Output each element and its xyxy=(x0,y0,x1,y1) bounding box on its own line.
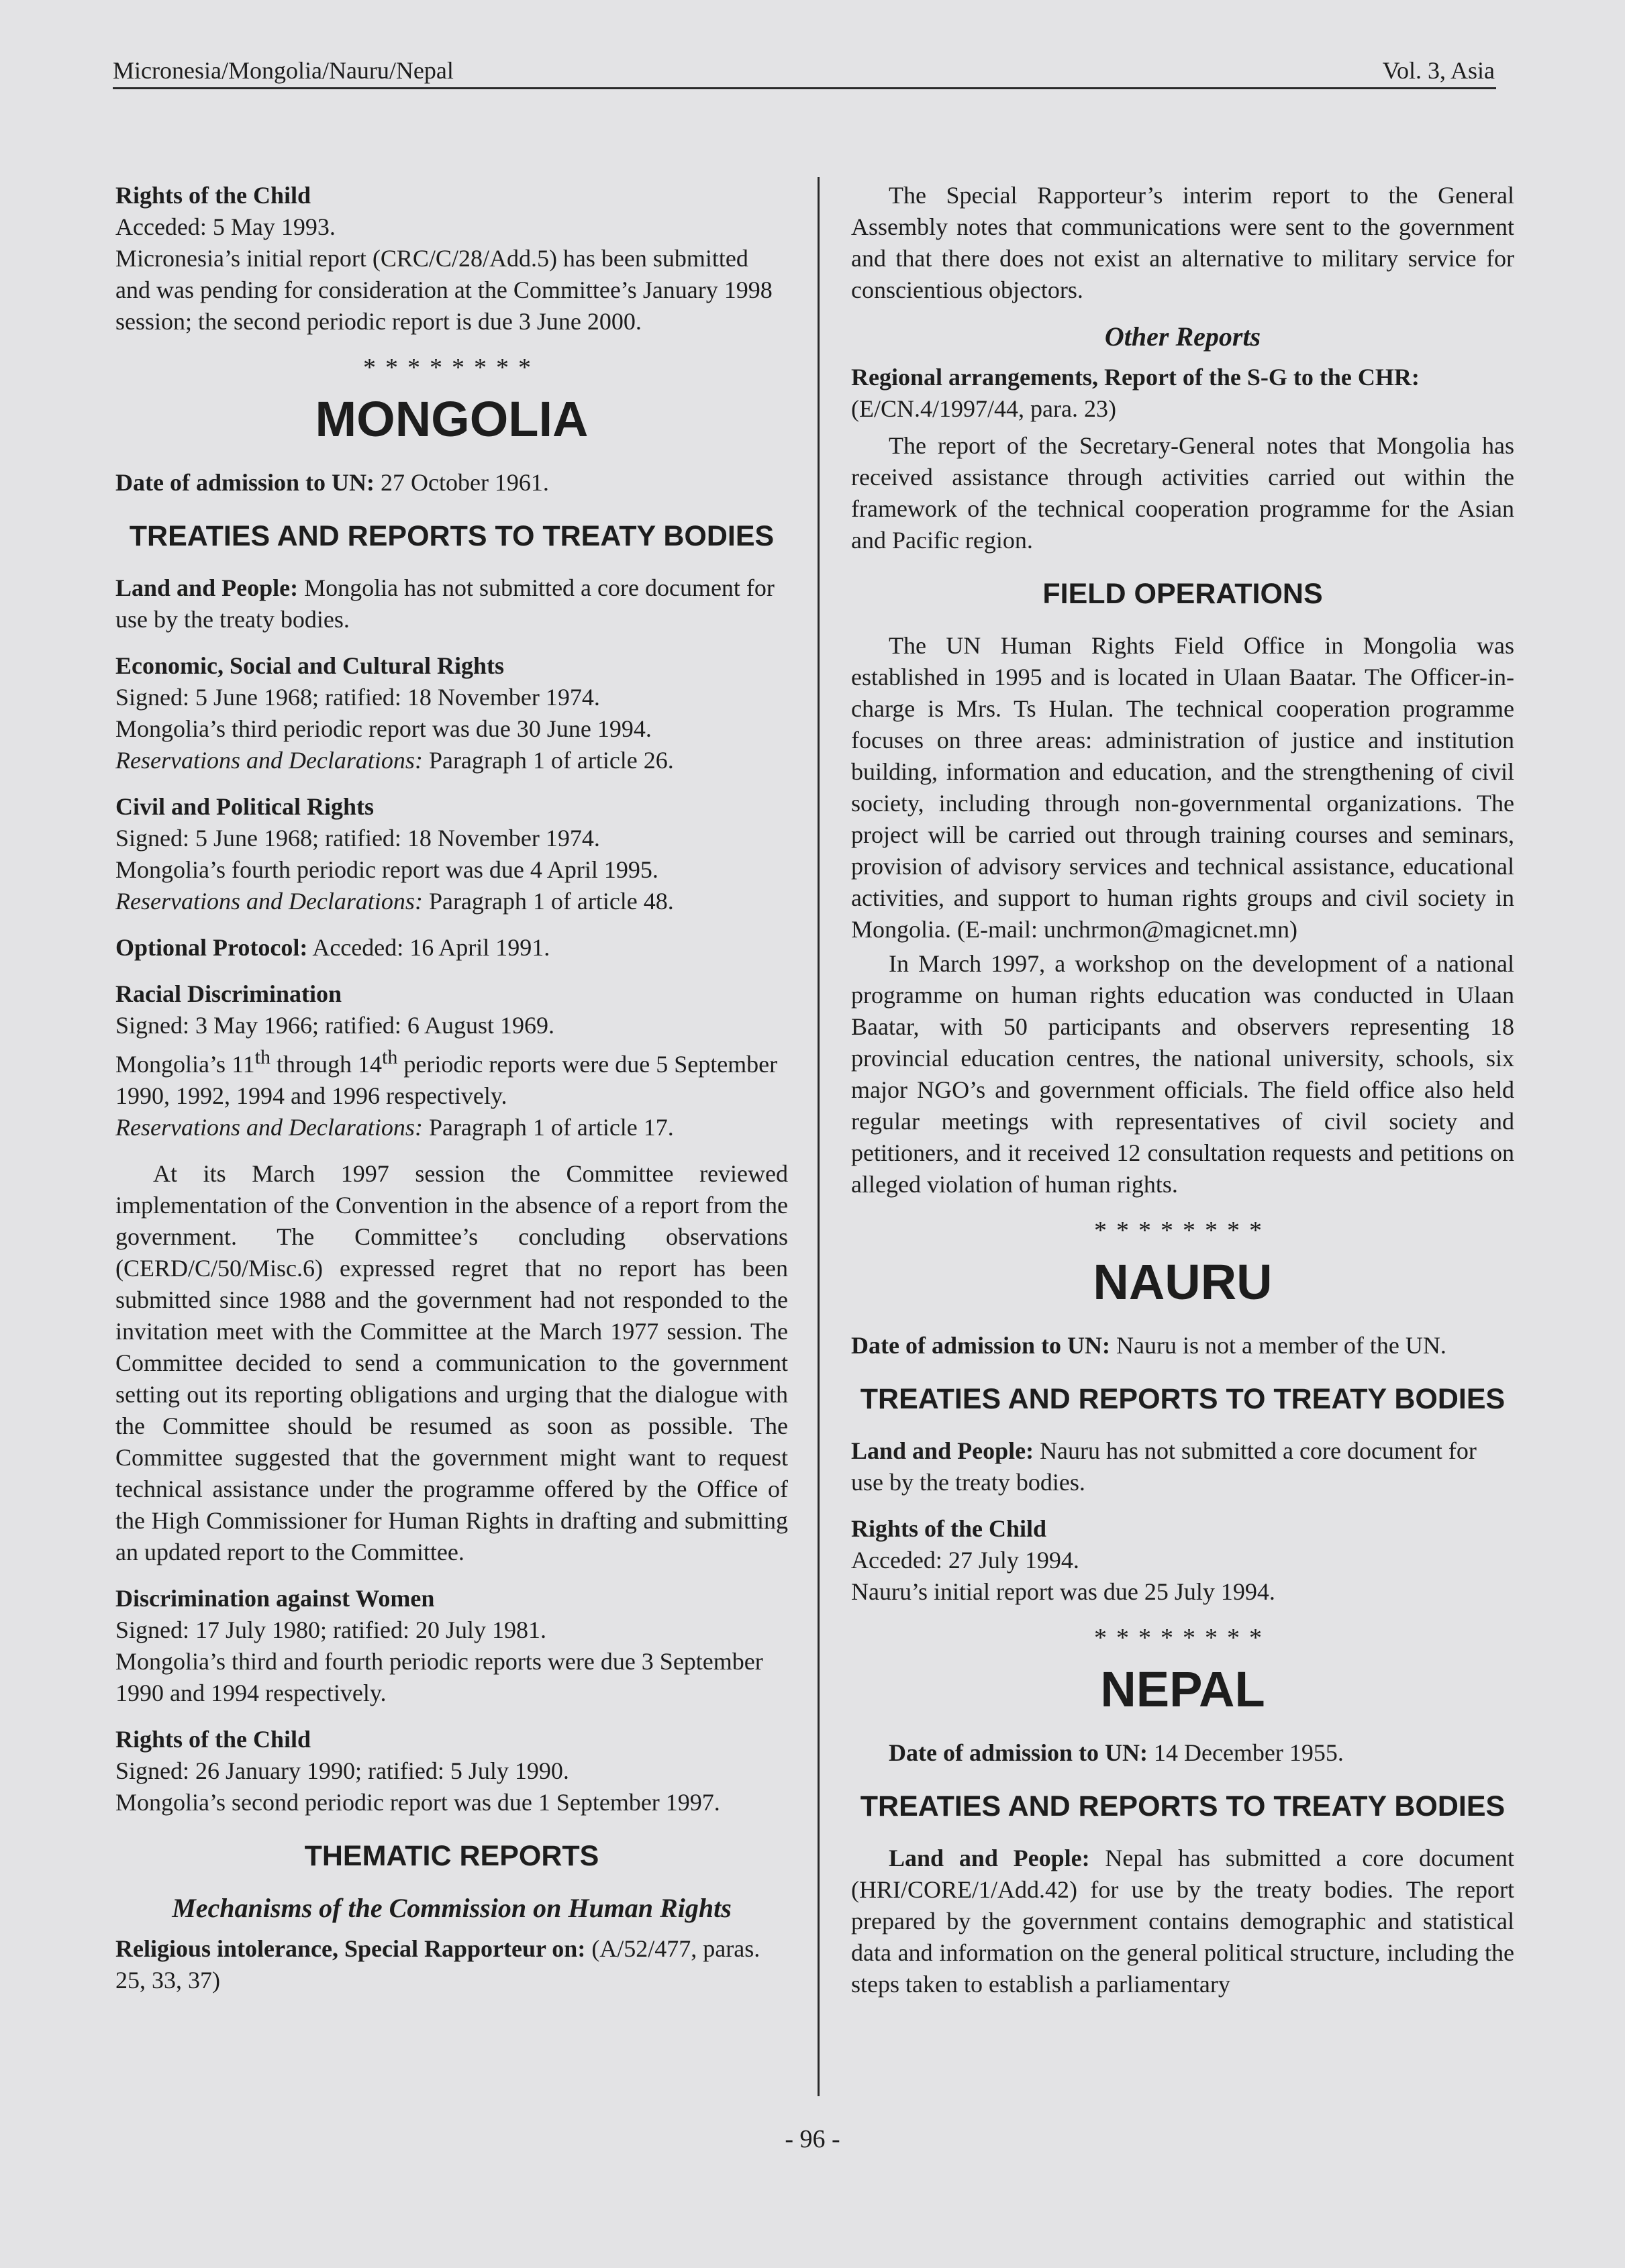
women-entry xyxy=(115,1583,788,1709)
reservations-text: Paragraph 1 of article 48. xyxy=(422,888,674,915)
reservations-label: Reservations and Declarations: xyxy=(115,1114,423,1141)
entry-line: Signed: 17 July 1980; ratified: 20 July 1981. xyxy=(115,1616,546,1643)
entry-line: Mongolia’s second periodic report was due 1 September 1997. xyxy=(115,1789,720,1816)
right-column xyxy=(851,180,1514,2015)
entry-line xyxy=(115,1041,788,1112)
entry-heading: Rights of the Child xyxy=(115,1726,311,1753)
entry-heading: Discrimination against Women xyxy=(115,1585,435,1612)
admission-label: Date of admission to UN: xyxy=(889,1739,1148,1766)
committee-paragraph: At its March 1997 session the Committee reviewed implementation of the Convention in the absence of a report from the government. The Committee’s concluding observations (CERD/C/50/Misc.6) expressed regret that no report has been submitted since 1988 and the government had not responded to the invitation meet with the Committee at the March 1977 session. The Committee decided to send a communication to the government setting out its reporting obligations and urging that the dialogue with the Committee should be resumed as soon as possible. The Committee suggested that the government might want to request technical assistance under the programme offered by the Office of the High Commissioner for Human Rights in drafting and submitting an updated report to the Committee. xyxy=(115,1160,788,1565)
text-part: through 14 xyxy=(270,1051,383,1078)
entry-heading: Economic, Social and Cultural Rights xyxy=(115,652,505,679)
section-heading-thematic: THEMATIC REPORTS xyxy=(304,1840,599,1872)
nauru-admission-date xyxy=(851,1330,1514,1361)
country-title-nauru: NAURU xyxy=(1093,1254,1273,1310)
nepal-land-and-people xyxy=(851,1843,1514,2000)
nauru-crc-entry xyxy=(851,1513,1514,1608)
reservations-text: Paragraph 1 of article 17. xyxy=(422,1114,674,1141)
racial-entry xyxy=(115,978,788,1143)
entry-line: Nauru’s initial report was due 25 July 1994. xyxy=(851,1578,1275,1605)
section-separator: ******** xyxy=(1094,1624,1271,1652)
left-column xyxy=(115,180,788,2011)
ordinal-suffix: th xyxy=(254,1046,271,1068)
admission-label: Date of admission to UN: xyxy=(851,1332,1110,1359)
land-text: Mongolia has not submitted a core document for use by the treaty bodies. xyxy=(115,574,775,633)
field-paragraph-2: In March 1997, a workshop on the development of a national programme on human rights education was conducted in Ulaan Baatar, with 50 participants and observers representing 18 provincial education centres, the national university, schools, six major NGO’s and government officials. The field office also held regular meetings with representatives of civil society and petitioners, and it received 12 consultation requests and petitions on alleged violation of human rights. xyxy=(851,950,1514,1198)
sg-paragraph: The report of the Secretary-General notes that Mongolia has received assistance through activities carried out within the framework of the technical cooperation programme for the Asian and Pacific region. xyxy=(851,432,1514,554)
entry-line: Signed: 5 June 1968; ratified: 18 November 1974. xyxy=(115,684,600,711)
regional-arrangements xyxy=(851,362,1514,425)
country-title-mongolia: MONGOLIA xyxy=(315,391,589,447)
subheading-mechanisms: Mechanisms of the Commission on Human Rights xyxy=(172,1893,732,1923)
page-number: - 96 - xyxy=(785,2125,840,2153)
optional-label: Optional Protocol: xyxy=(115,934,308,961)
land-label: Land and People: xyxy=(889,1845,1090,1871)
entry-line: Signed: 5 June 1968; ratified: 18 November 1974. xyxy=(115,825,600,852)
entry-line: Signed: 3 May 1966; ratified: 6 August 1969. xyxy=(115,1012,554,1039)
section-heading-treaties: TREATIES AND REPORTS TO TREATY BODIES xyxy=(129,520,775,552)
reservations-text: Paragraph 1 of article 26. xyxy=(422,747,674,774)
entry-heading: Rights of the Child xyxy=(851,1515,1047,1542)
header-rule xyxy=(113,87,1496,89)
land-text: Nauru has not submitted a core document for use by the treaty bodies. xyxy=(851,1437,1477,1496)
religious-text: (A/52/477, paras. 25, 33, 37) xyxy=(115,1935,760,1994)
nauru-land-and-people xyxy=(851,1435,1514,1498)
land-label: Land and People: xyxy=(115,574,299,601)
admission-date xyxy=(115,467,788,499)
reservations-line xyxy=(115,1112,788,1143)
religious-intolerance xyxy=(115,1933,788,1996)
section-separator: ******** xyxy=(1094,1217,1271,1245)
micronesia-crc-entry xyxy=(115,180,788,338)
section-heading-field-operations: FIELD OPERATIONS xyxy=(1042,578,1323,610)
section-heading-treaties: TREATIES AND REPORTS TO TREATY BODIES xyxy=(860,1383,1506,1415)
reservations-label: Reservations and Declarations: xyxy=(115,888,423,915)
entry-line: Signed: 26 January 1990; ratified: 5 July 1990. xyxy=(115,1757,569,1784)
entry-heading: Civil and Political Rights xyxy=(115,793,375,820)
regional-label: Regional arrangements, Report of the S-G to the CHR: xyxy=(851,364,1420,391)
section-separator: ******** xyxy=(363,354,540,382)
field-paragraph-1: The UN Human Rights Field Office in Mongolia was established in 1995 and is located in Ulaan Baatar. The Officer-in-charge is Mrs. Ts Hulan. The technical cooperation programme focuses on three areas: administration of justice and institution building, information and education, and the strengthening of civil society, including through non-governmental organizations. The project will be carried out through training courses and seminars, provision of advisory services and technical assistance, educational activities, and support to human rights groups and civil society in Mongolia. (E-mail: unchrmon@magicnet.mn) xyxy=(851,632,1514,943)
entry-heading: Rights of the Child xyxy=(115,182,311,209)
admission-value: 14 December 1955. xyxy=(1147,1739,1344,1766)
entry-heading: Racial Discrimination xyxy=(115,980,342,1007)
column-divider xyxy=(818,177,820,2096)
ordinal-suffix: th xyxy=(382,1046,398,1068)
admission-value: Nauru is not a member of the UN. xyxy=(1110,1332,1446,1359)
running-header-right: Vol. 3, Asia xyxy=(1382,57,1495,84)
entry-line: Mongolia’s third and fourth periodic reports were due 3 September 1990 and 1994 respectively. xyxy=(115,1648,763,1706)
section-heading-treaties: TREATIES AND REPORTS TO TREATY BODIES xyxy=(860,1790,1506,1822)
land-and-people xyxy=(115,572,788,635)
special-rapporteur-paragraph: The Special Rapporteur’s interim report to the General Assembly notes that communications were sent to the government and that there does not exist an alternative to military service for conscientious objectors. xyxy=(851,182,1514,303)
escr-entry xyxy=(115,650,788,776)
regional-text: (E/CN.4/1997/44, para. 23) xyxy=(851,395,1116,422)
reservations-line xyxy=(115,745,788,776)
text-part: periodic reports were due 5 September 1990, 1992, 1994 and 1996 respectively. xyxy=(115,1051,778,1109)
text-part: Mongolia’s 11 xyxy=(115,1051,255,1078)
reservations-line xyxy=(115,886,788,917)
nepal-admission-date xyxy=(851,1737,1514,1769)
running-header-left: Micronesia/Mongolia/Nauru/Nepal xyxy=(113,57,454,84)
land-text: Nepal has submitted a core document (HRI/CORE/1/Add.42) for use by the treaty bodies. The report prepared by the government contains demographic and statistical data and information on the general political structure, including the steps taken to establish a parliamentary xyxy=(851,1845,1515,1998)
entry-line: Micronesia’s initial report (CRC/C/28/Add.5) has been submitted and was pending for consideration at the Committee’s January 1998 session; the second periodic report is due 3 June 2000. xyxy=(115,245,773,335)
entry-line: Acceded: 5 May 1993. xyxy=(115,213,336,240)
subheading-other-reports: Other Reports xyxy=(1104,321,1261,352)
entry-line: Acceded: 27 July 1994. xyxy=(851,1547,1079,1574)
reservations-label: Reservations and Declarations: xyxy=(115,747,423,774)
religious-label: Religious intolerance, Special Rapporteur on: xyxy=(115,1935,586,1962)
optional-text: Acceded: 16 April 1991. xyxy=(307,934,550,961)
ccpr-entry xyxy=(115,791,788,917)
country-title-nepal: NEPAL xyxy=(1100,1661,1265,1717)
entry-line: Mongolia’s third periodic report was due 30 June 1994. xyxy=(115,715,652,742)
optional-protocol xyxy=(115,932,788,964)
entry-line: Mongolia’s fourth periodic report was due 4 April 1995. xyxy=(115,856,658,883)
admission-label: Date of admission to UN: xyxy=(115,469,375,496)
crc-entry xyxy=(115,1724,788,1818)
admission-value: 27 October 1961. xyxy=(374,469,549,496)
land-label: Land and People: xyxy=(851,1437,1034,1464)
